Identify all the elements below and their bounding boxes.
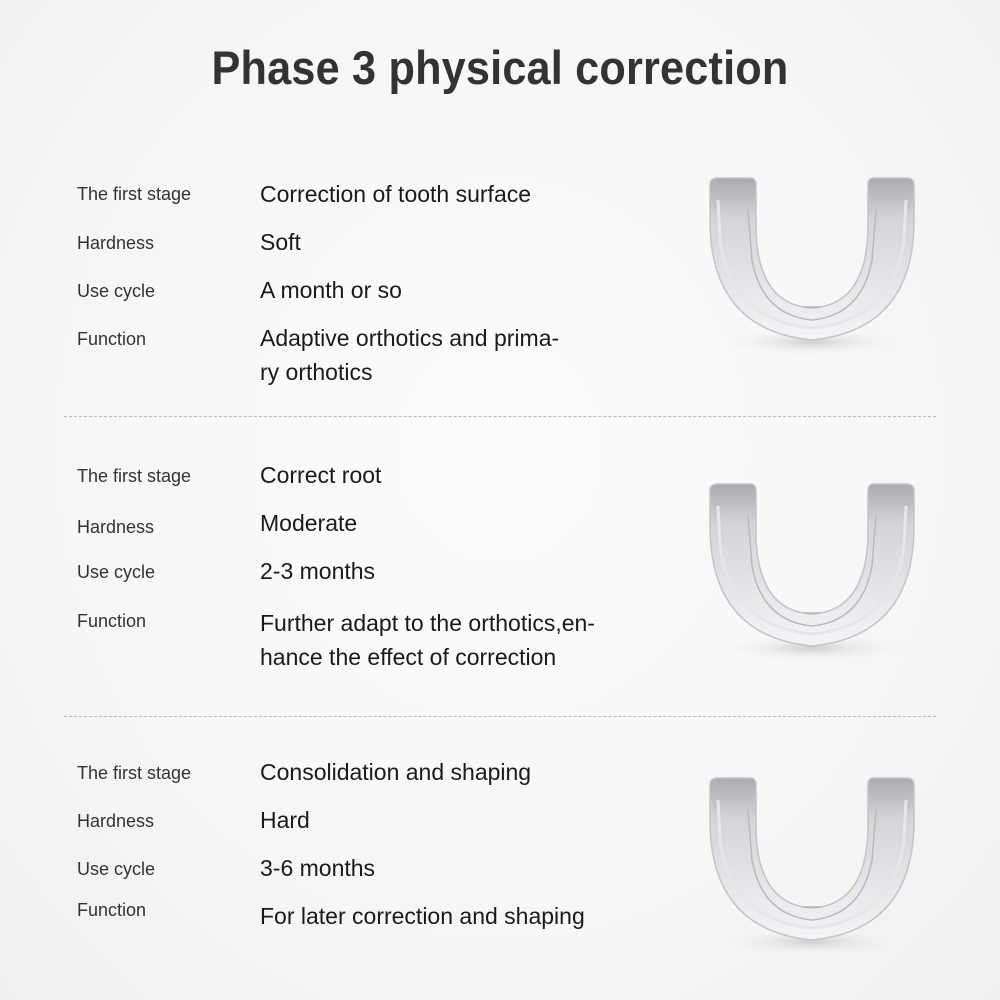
section-divider [64, 716, 936, 717]
value-function-cont: hance the effect of correction [260, 644, 557, 670]
value-first-stage: Correct root [260, 462, 382, 488]
mouthguard-hard-image [700, 770, 925, 980]
label-use-cycle: Use cycle [77, 562, 156, 582]
section-divider [64, 416, 936, 417]
label-use-cycle: Use cycle [77, 281, 156, 301]
value-hardness: Moderate [260, 510, 358, 536]
label-first-stage: The first stage [77, 763, 192, 783]
label-function: Function [77, 900, 147, 920]
label-function: Function [77, 329, 147, 349]
label-use-cycle: Use cycle [77, 859, 156, 879]
value-function: Further adapt to the orthotics,en- [260, 610, 595, 636]
value-first-stage: Correction of tooth surface [260, 181, 532, 207]
value-first-stage: Consolidation and shaping [260, 759, 532, 785]
label-first-stage: The first stage [77, 184, 192, 204]
value-function: Adaptive orthotics and prima- [260, 325, 560, 351]
label-function: Function [77, 611, 147, 631]
label-first-stage: The first stage [77, 466, 192, 486]
value-function-cont: ry orthotics [260, 359, 373, 385]
value-hardness: Soft [260, 229, 301, 255]
label-hardness: Hardness [77, 811, 155, 831]
value-use-cycle: A month or so [260, 277, 402, 303]
value-hardness: Hard [260, 807, 310, 833]
label-hardness: Hardness [77, 517, 155, 537]
value-function: For later correction and shaping [260, 903, 585, 929]
mouthguard-moderate-image [700, 476, 925, 686]
label-hardness: Hardness [77, 233, 155, 253]
value-use-cycle: 3-6 months [260, 855, 376, 881]
page-title: Phase 3 physical correction [211, 41, 789, 94]
value-use-cycle: 2-3 months [260, 558, 376, 584]
mouthguard-soft-image [700, 170, 925, 380]
